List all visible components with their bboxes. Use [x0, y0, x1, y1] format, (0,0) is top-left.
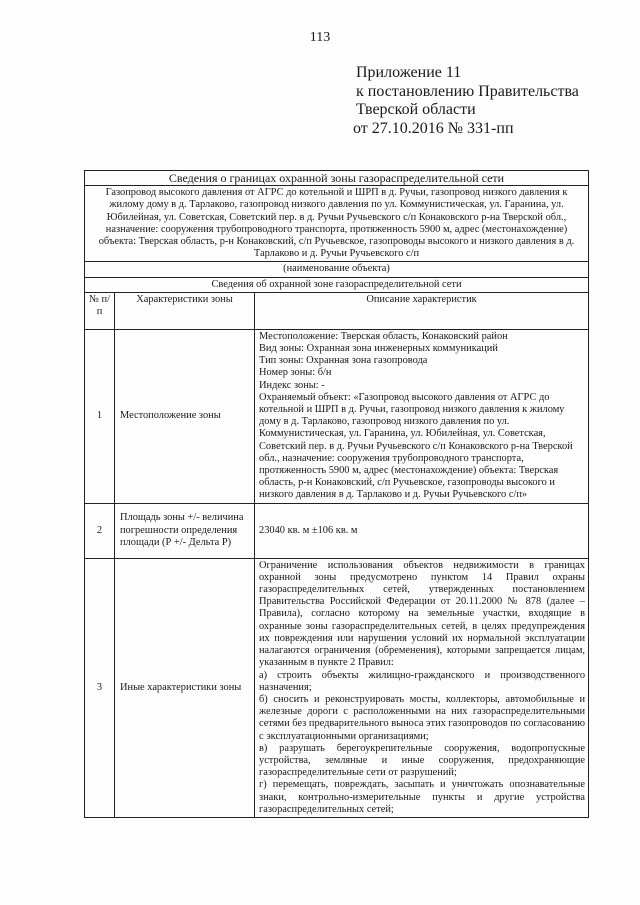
row-description: [255, 558, 589, 817]
restriction-item-g: г) перемещать, повреждать, засыпать и уничтожать опознавательные знаки, контрольно-измерительные пункты и другие устройства газораспределительных сетей;: [259, 779, 586, 815]
zone-index-line: Индекс зоны: -: [259, 379, 325, 391]
restriction-intro: Ограничение использования объектов недвижимости в границах охранной зоны предусмотрено пунктом 14 Правил охраны газораспределительных сетей, утвержденных постановлением Правительства Российской Федерации от 20.11.2000 № 878 (далее – Правила), согласно которому на земельные участки, входящие в охранные зоны газораспределительных сетей, в целях предупреждения их повреждения или нарушения условий их нормальной эксплуатации налагаются ограничения (обременения), которыми запрещается лицам, указанным в пункте 2 Правил:: [259, 559, 586, 669]
header-description: Описание характеристик: [255, 292, 589, 329]
area-value: 23040 кв. м ±106 кв. м: [255, 503, 589, 558]
protected-object-line: Охраняемый объект: «Газопровод высокого давления от АГРС до котельной и ШРП в д. Ручьи, газопровод низкого давления к жилому дому в д. Тарлаково, газопровод низкого давления по ул. Коммунистическая, ул. Гаранина, ул. Юбилейная, ул. Советская, Советский пер. в д. Ручьи Ручьевского с/п Конаковского р-на Тверской обл., назначение: сооружения трубопроводного транспорта, протяженность 5900 м, адрес (местонахождение) объекта: Тверская область, р-н Конаковский, с/п Ручьевское, газопроводы высокого и низкого давления в д. Тарлаково и д. Ручьи Ручьевского с/п»: [259, 391, 573, 501]
appendix-line-3: Тверской области: [356, 101, 476, 118]
zone-info-table: [84, 170, 589, 818]
appendix-line-2: к постановлению Правительства: [356, 82, 579, 100]
appendix-header: [353, 64, 579, 138]
page-number: 113: [309, 30, 331, 45]
object-caption: (наименование объекта): [85, 262, 589, 277]
object-name: Газопровод высокого давления от АГРС до котельной и ШРП в д. Ручьи, газопровод низкого давления к жилому дому в д. Тарлаково, газопровод низкого давления по ул. Коммунистическая, ул. Гаранина, ул. Юбилейная, ул. Советская, Советский пер. в д. Ручьи Ручьевского с/п Конаковского р-на Тверской обл., назначение: сооружения трубопроводного транспорта, протяженность 5900 м, адрес (местонахождение) объекта: Тверская область, р-н Конаковский, с/п Ручьевское, газопроводы высокого и низкого давления в д. Тарлаково и д. Ручьи Ручьевского с/п: [85, 186, 589, 262]
section-title: Сведения об охранной зоне газораспределительной сети: [85, 277, 589, 292]
restriction-item-v: в) разрушать берегоукрепительные сооружения, водопропускные устройства, земляные и иные сооружения, предохраняющие газораспределительные сети от разрушений;: [259, 742, 586, 779]
zone-kind-line: Вид зоны: Охранная зона инженерных коммуникаций: [259, 343, 498, 355]
row-characteristic: Площадь зоны +/- величина погрешности определения площади (Р +/- Дельта Р): [115, 503, 255, 558]
header-num: № п/п: [85, 292, 115, 329]
zone-type-line: Тип зоны: Охранная зона газопровода: [259, 355, 428, 367]
table-row: [85, 558, 589, 817]
table-row: [85, 329, 589, 503]
table-title: Сведения о границах охранной зоны газораспределительной сети: [85, 171, 589, 186]
restriction-item-a: а) строить объекты жилищно-гражданского и производственного назначения;: [259, 669, 586, 693]
location-line: Местоположение: Тверская область, Конаковский район: [259, 330, 508, 342]
header-characteristics: Характеристики зоны: [115, 292, 255, 329]
row-characteristic: Местоположение зоны: [115, 329, 255, 503]
restriction-item-b: б) сносить и реконструировать мосты, коллекторы, автомобильные и железные дороги с расположенными на них газораспределительными сетями без предварительного выноса этих газопроводов по согласованию с эксплуатационными организациями;: [259, 693, 586, 742]
appendix-line-1: Приложение 11: [356, 64, 462, 81]
row-num: 3: [85, 558, 115, 817]
appendix-date: от 27.10.2016 № 331-пп: [353, 119, 514, 137]
row-num: 1: [85, 329, 115, 503]
table-row: [85, 503, 589, 558]
row-characteristic: Иные характеристики зоны: [115, 558, 255, 817]
row-num: 2: [85, 503, 115, 558]
row-description: [255, 329, 589, 503]
table-header-row: [85, 292, 589, 329]
zone-number-line: Номер зоны: б/н: [259, 367, 332, 379]
